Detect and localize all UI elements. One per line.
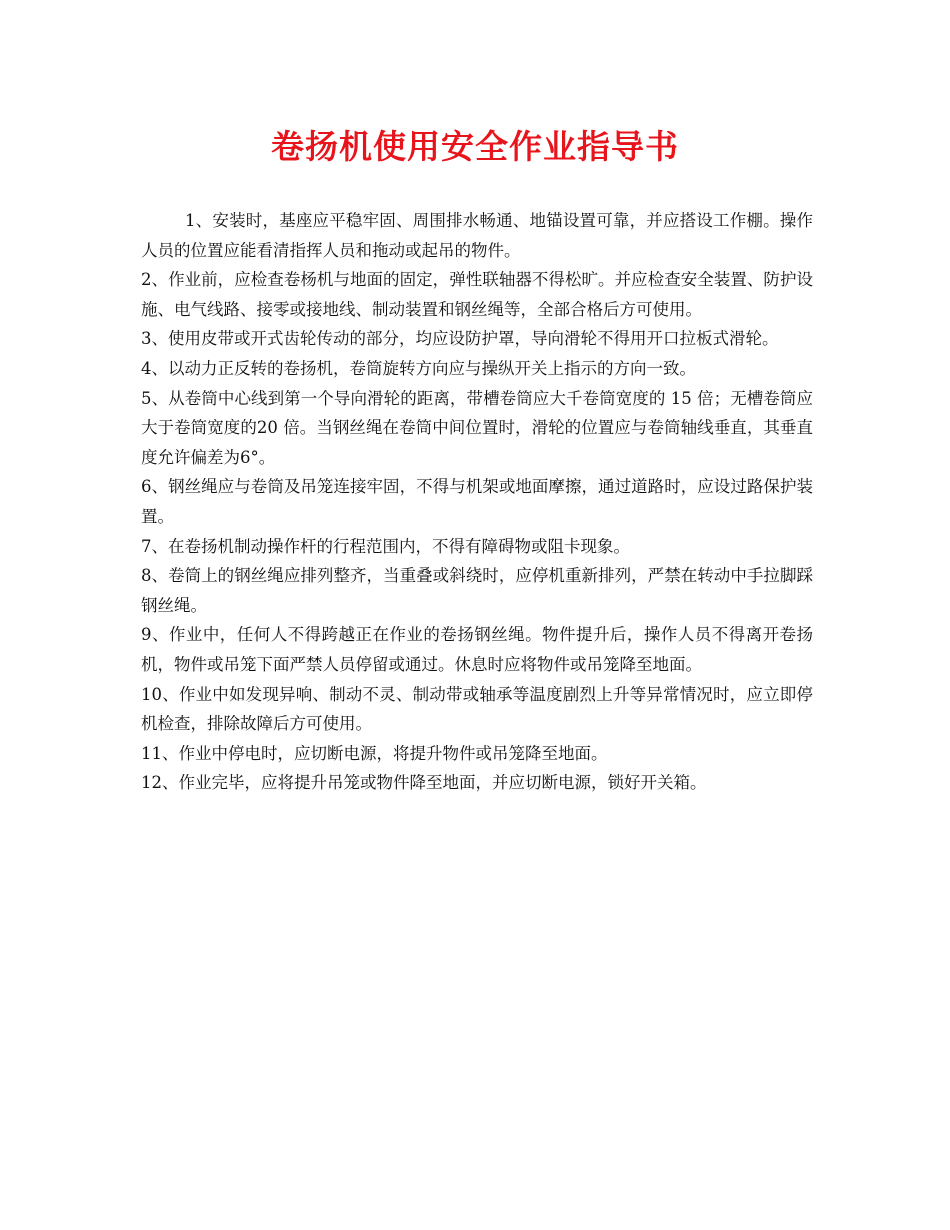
paragraph-8: 8、卷筒上的钢丝绳应排列整齐，当重叠或斜绕时，应停机重新排列，严禁在转动中手拉脚踩钢丝绳。 bbox=[141, 566, 813, 615]
paragraph-11: 11、作业中停电时，应切断电源，将提升物件或吊笼降至地面。 bbox=[141, 743, 608, 763]
document-title: 卷扬机使用安全作业指导书 bbox=[271, 127, 679, 166]
paragraph-10: 10、作业中如发现异响、制动不灵、制动带或轴承等温度剧烈上升等异常情况时，应立即停机检查，排除故障后方可使用。 bbox=[141, 684, 813, 734]
paragraph-4: 4、以动力正反转的卷扬机，卷筒旋转方向应与操纵开关上指示的方向一致。 bbox=[141, 358, 696, 378]
paragraph-12: 12、作业完毕，应将提升吊笼或物件降至地面，并应切断电源，锁好开关箱。 bbox=[141, 773, 707, 793]
paragraph-1: 1、安装时，基座应平稳牢固、周围排水畅通、地锚设置可靠，并应搭设工作棚。操作人员的位置应能看清指挥人员和拖动或起吊的物件。 bbox=[141, 211, 813, 260]
paragraph-5: 5、从卷筒中心线到第一个导向滑轮的距离，带槽卷筒应大千卷筒宽度的 15 倍；无槽卷筒应大于卷筒宽度的20 倍。当钢丝绳在卷筒中间位置时，滑轮的位置应与卷筒轴线垂直，其垂直度允许偏差为6°。 bbox=[141, 388, 813, 467]
paragraph-7: 7、在卷扬机制动操作杆的行程范围内，不得有障碍物或阻卡现象。 bbox=[141, 536, 630, 556]
paragraph-6: 6、钢丝绳应与卷筒及吊笼连接牢固，不得与机架或地面摩擦，通过道路时，应设过路保护装置。 bbox=[141, 477, 813, 526]
paragraph-3: 3、使用皮带或开式齿轮传动的部分，均应设防护罩，导向滑轮不得用开口拉板式滑轮。 bbox=[141, 329, 779, 349]
paragraph-9: 9、作业中，任何人不得跨越正在作业的卷扬钢丝绳。物件提升后，操作人员不得离开卷扬机，物件或吊笼下面严禁人员停留或通过。休息时应将物件或吊笼降至地面。 bbox=[141, 625, 813, 674]
paragraph-2: 2、作业前，应检查卷杨机与地面的固定，弹性联轴器不得松旷。并应检查安全装置、防护设施、电气线路、接零或接地线、制动装置和钢丝绳等，全部合格后方可使用。 bbox=[141, 270, 813, 319]
document-body bbox=[141, 206, 813, 798]
